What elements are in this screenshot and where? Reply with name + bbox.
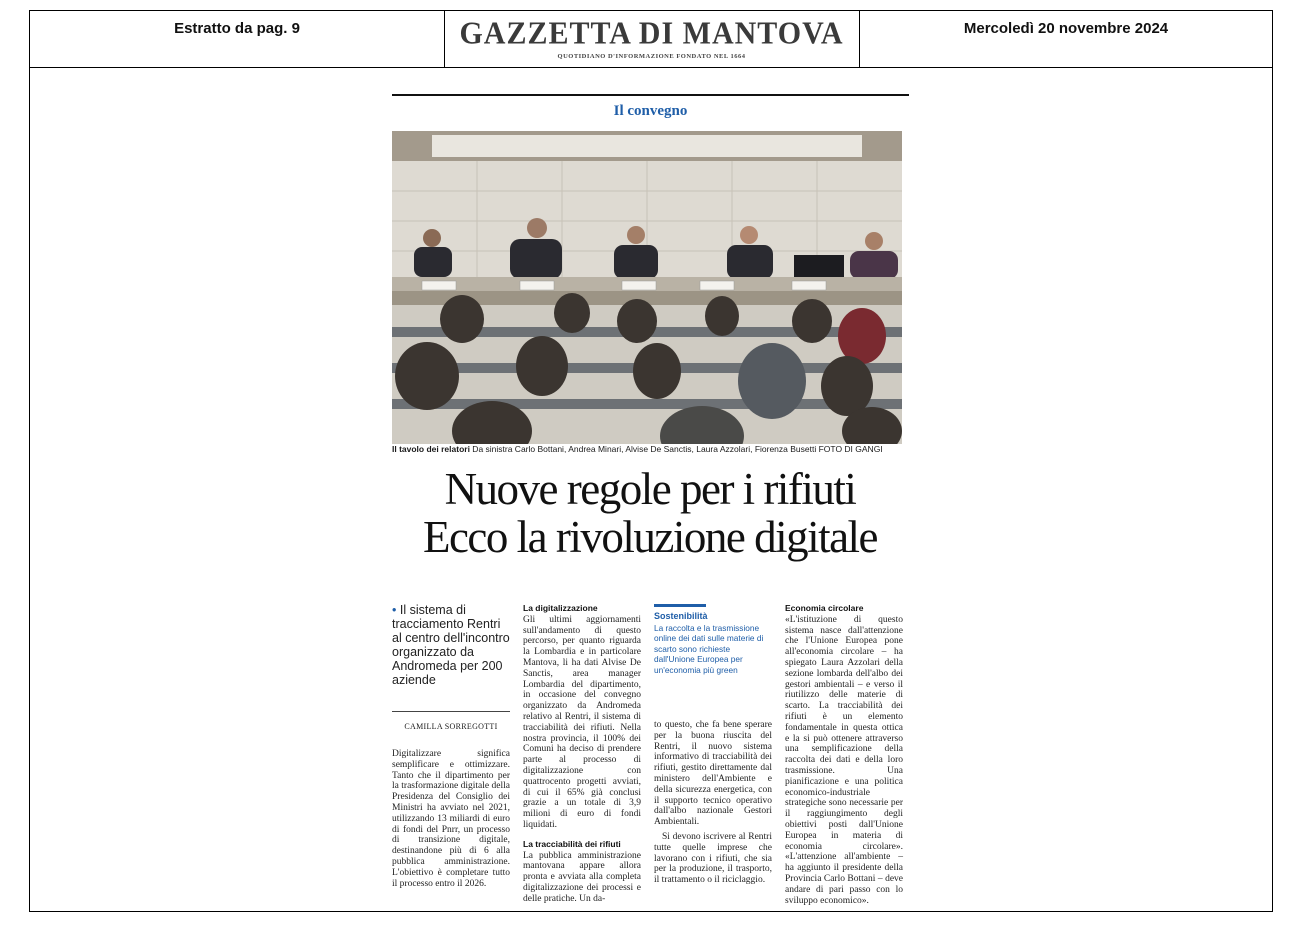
header-left-cell (30, 11, 445, 67)
subhead-economia-circolare: Economia circolare (785, 603, 864, 613)
article-photo (392, 131, 902, 444)
section-top-rule (392, 94, 909, 96)
column-4-paragraph-1: «L'istituzione di questo sistema nasce dall'attenzione che l'Unione Europea pone all'economia circolare – ha spiegato Laura Azzolari della sezione lombarda dell'albo dei gestori ambientali – e verso il riutilizzo delle materie di scarto. La tracciabilità dei rifiuti è un elemento fondamentale in questa ottica e la si può ottenere attraverso una semplificazione della raccolta dei dati e della loro trasmissione. Una pianificazione e una politica economico-industriale strategiche sono necessarie per il raggiungimento degli obiettivi posti dall'Unione Europea in materia di economia circolare». «L'attenzione all'ambiente – ha aggiunto il presidente della Provincia Carlo Bottani – deve andare di pari passo con lo sviluppo economico». (785, 614, 903, 906)
header-masthead-cell (444, 11, 860, 67)
column-3-paragraph-1: to questo, che fa bene sperare per la buona riuscita del Rentri, il nuovo sistema informativo di tracciabilità dei rifiuti, gestito direttamente dal ministero dell'Ambiente e della sicurezza energetica, con il supporto tecnico operativo dall'albo nazionale Gestori Ambientali. (654, 720, 772, 828)
newspaper-masthead: GAZZETTA DI MANTOVA (459, 16, 844, 51)
column-2-paragraph-1: Gli ultimi aggiornamenti sull'andamento di questo percorso, per quanto riguarda la Lombardia e in particolare Mantova, li ha dati Alvise De Sanctis, area manager Lombardia del dipartimento, in occasione del convegno organizzato da Andromeda relativo al Rentri, il sistema di tracciabilità dei rifiuti. Nella nostra provincia, il 100% dei Comuni ha deciso di prendere parte al processo di digitalizzazione con quattrocento progetti avviati, di cui il 65% già conclusi grazie a un totale di 3,9 milioni di euro di fondi liquidati. (523, 614, 641, 830)
summary-bullet: • (392, 603, 400, 617)
sidebar-box-rule (654, 604, 706, 607)
masthead-tagline: QUOTIDIANO D'INFORMAZIONE FONDATO NEL 1664 (557, 53, 746, 60)
column-4 (785, 603, 903, 906)
headline-line-2: Ecco la rivoluzione digitale (422, 512, 878, 562)
headline (380, 465, 920, 561)
page-extract-label: Estratto da pag. 9 (174, 20, 300, 37)
subhead-digitalizzazione: La digitalizzazione (523, 603, 598, 613)
column-2-paragraph-2: La pubblica amministrazione mantovana appare allora pronta e avviata alla completa digitalizzazione dei processi e delle pratiche. Un da- (523, 850, 641, 904)
header-right-cell (859, 11, 1273, 67)
clipping-header (30, 11, 1272, 68)
column-2 (523, 603, 641, 905)
sidebar-box-body: La raccolta e la trasmissione online dei dati sulle materie di scarto sono richieste dall'Unione Europea per un'economia più green (654, 623, 764, 675)
author-byline: CAMILLA SORREGOTTI (404, 722, 498, 731)
sidebar-box-title: Sostenibilità (654, 611, 708, 621)
article-summary (392, 603, 512, 687)
column-1-body: Digitalizzare significa semplificare e ottimizzare. Tanto che il dipartimento per la trasformazione digitale della Presidenza del Consiglio dei Ministri ha avviato nel 2021, utilizzando 13 miliardi di euro di fondi del Pnrr, un processo di transizione digitale, destinandone più di 6 alla pubblica amministrazione. L'obiettivo è completare tutto il processo entro il 2026. (392, 749, 510, 889)
headline-line-1: Nuove regole per i rifiuti (444, 464, 856, 514)
column-3 (654, 720, 772, 886)
subhead-tracciabilita: La tracciabilità dei rifiuti (523, 838, 621, 849)
summary-text: Il sistema di tracciamento Rentri al centro dell'incontro organizzato da Andromeda per 200 aziende (392, 603, 510, 687)
photo-caption (392, 444, 912, 454)
caption-text: Da sinistra Carlo Bottani, Andrea Minari, Alvise De Sanctis, Laura Azzolari, Fiorenza Busetti FOTO DI GANGI (469, 444, 883, 454)
byline-rule (392, 711, 510, 712)
section-kicker: Il convegno (613, 103, 688, 119)
column-3-paragraph-2: Si devono iscrivere al Rentri tutte quelle imprese che lavorano con i rifiuti, che sia per la produzione, il trasporto, il trattamento o il riciclaggio. (654, 831, 772, 886)
sidebar-box (654, 611, 770, 675)
publication-date: Mercoledì 20 novembre 2024 (963, 20, 1169, 37)
caption-title: Il tavolo dei relatori (392, 444, 470, 454)
